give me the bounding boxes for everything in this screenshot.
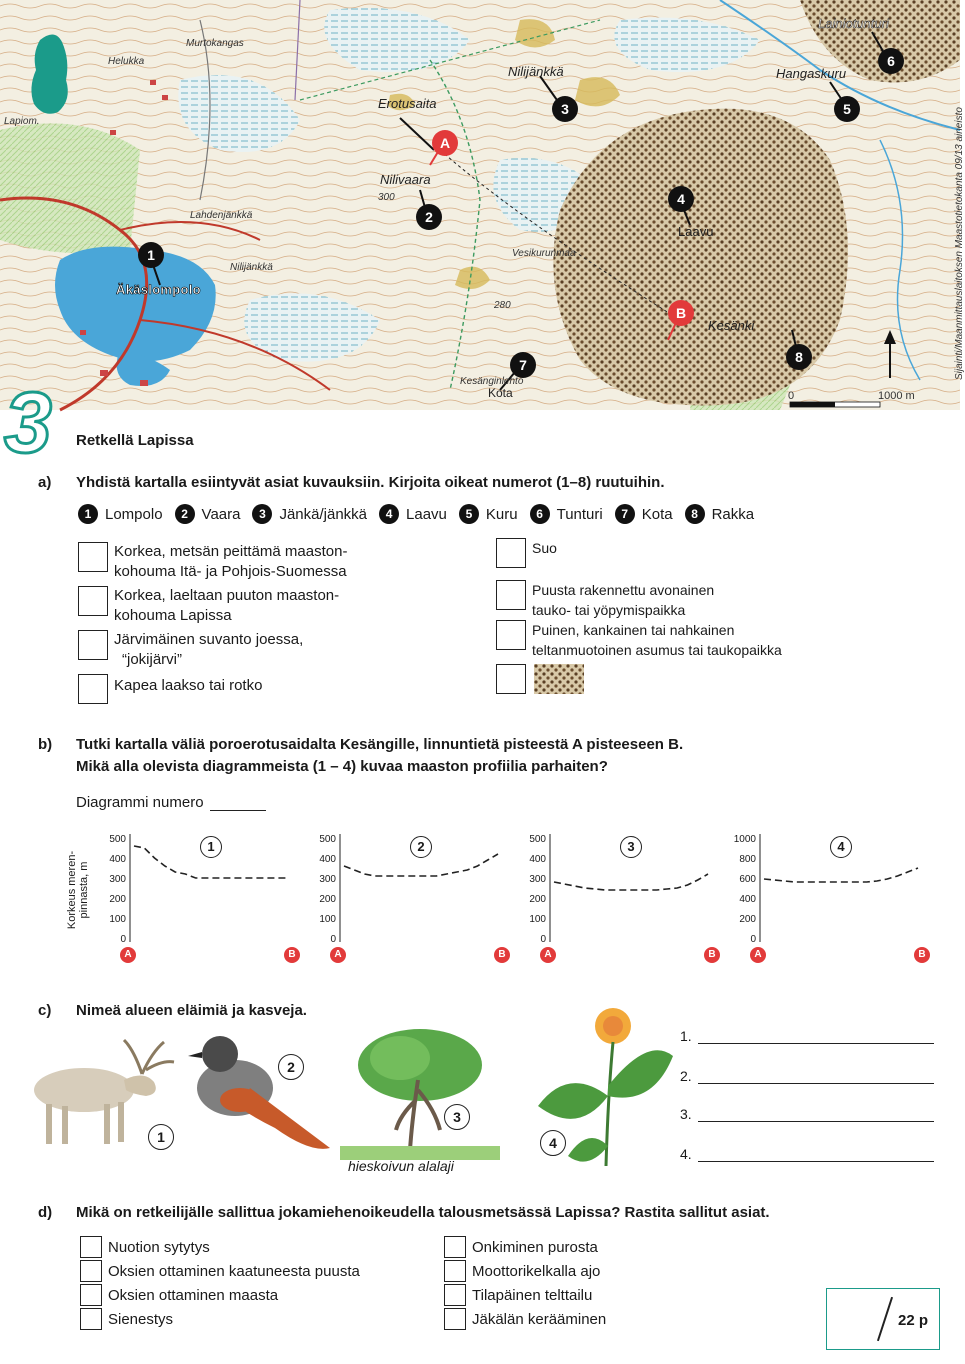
option-fallen-branches[interactable]: Oksien ottaminen kaatuneesta puusta — [80, 1260, 360, 1282]
point-b-label: B — [914, 947, 930, 963]
y-tick-label: 100 — [319, 914, 336, 925]
map-marker-1: 1 — [138, 242, 164, 268]
place-nilijankka-small: Nilijänkkä — [230, 262, 273, 273]
option-camping[interactable]: Tilapäinen telttailu — [444, 1284, 592, 1306]
map-marker-7: 7 — [510, 352, 536, 378]
legend-item: 3 Jänkä/jänkkä — [252, 504, 367, 524]
y-axis-title: Korkeus meren- pinnasta, m — [66, 850, 90, 930]
match-row-rakka — [496, 664, 584, 694]
answer-line-2[interactable]: 2. — [680, 1068, 934, 1084]
y-tick-label: 0 — [330, 934, 336, 945]
place-akaslompolo: Äkäslompolo — [116, 282, 201, 297]
y-tick-label: 400 — [109, 854, 126, 865]
legend-item: 6 Tunturi — [530, 504, 603, 524]
point-b-label: B — [494, 947, 510, 963]
profile-diagram-2 — [306, 832, 506, 962]
contour-label-280: 280 — [494, 300, 511, 311]
profile-line — [554, 874, 708, 890]
picture-number-1: 1 — [148, 1124, 174, 1150]
option-snowmobile[interactable]: Moottorikelkalla ajo — [444, 1260, 600, 1282]
map-marker-8: 8 — [786, 344, 812, 370]
y-tick-label: 500 — [319, 834, 336, 845]
match-row-tunturi: Korkea, laeltaan puuton maaston- kohouma Lapissa — [78, 586, 339, 626]
y-tick-label: 100 — [529, 914, 546, 925]
y-tick-label: 400 — [529, 854, 546, 865]
place-hangaskuru: Hangaskuru — [776, 66, 847, 81]
point-b-label: B — [284, 947, 300, 963]
marker-legend — [78, 504, 766, 524]
diagram-number: 2 — [410, 836, 432, 858]
y-tick-label: 400 — [739, 894, 756, 905]
point-a-label: A — [120, 947, 136, 963]
part-b-line2: Mikä alla olevista diagrammeista (1 – 4) kuvaa maaston profiilia parhaiten? — [76, 758, 608, 775]
place-erotusaita: Erotusaita — [378, 96, 437, 111]
place-kesanginlehto: Kesänginlehto — [460, 376, 524, 387]
part-c-instruction: Nimeä alueen eläimiä ja kasveja. — [76, 1002, 307, 1019]
option-ground-branches[interactable]: Oksien ottaminen maasta — [80, 1284, 278, 1306]
y-tick-label: 500 — [529, 834, 546, 845]
place-kesanki: Kesänki — [708, 318, 755, 333]
profile-diagram-1 — [96, 832, 296, 962]
y-tick-label: 200 — [739, 914, 756, 925]
answer-line-4[interactable]: 4. — [680, 1146, 934, 1162]
y-tick-label: 200 — [529, 894, 546, 905]
match-row-lompolo: Järvimäinen suvanto joessa, “jokijärvi” — [78, 630, 303, 670]
answer-line-3[interactable]: 3. — [680, 1106, 934, 1122]
y-tick-label: 0 — [540, 934, 546, 945]
place-lahdenjankka: Lahdenjänkkä — [190, 210, 253, 221]
checkbox[interactable] — [444, 1236, 466, 1258]
picture-number-3: 3 — [444, 1104, 470, 1130]
part-d-instruction: Mikä on retkeilijälle sallittua jokamiehenoikeudella talousmetsässä Lapissa? Rastita sallitut asiat. — [76, 1204, 770, 1221]
answer-box[interactable] — [496, 620, 526, 650]
rock-pattern-swatch — [534, 664, 584, 694]
checkbox[interactable] — [80, 1284, 102, 1306]
match-row-kuru: Kapea laakso tai rotko — [78, 674, 262, 704]
siberian-jay-illustration — [180, 1028, 340, 1158]
picture-number-2: 2 — [278, 1054, 304, 1080]
checkbox[interactable] — [80, 1236, 102, 1258]
option-campfire[interactable]: Nuotion sytytys — [80, 1236, 210, 1258]
topographic-map — [0, 0, 965, 410]
y-tick-label: 100 — [109, 914, 126, 925]
scale-start: 0 — [788, 390, 795, 402]
place-lainiotunturi: Lainiotunturi — [818, 16, 889, 31]
y-tick-label: 600 — [739, 874, 756, 885]
part-a-letter: a) — [38, 474, 52, 491]
checkbox[interactable] — [444, 1260, 466, 1282]
y-tick-label: 300 — [319, 874, 336, 885]
map-point-a: A — [432, 130, 458, 156]
diagram-number: 4 — [830, 836, 852, 858]
place-kota: Kota — [488, 386, 513, 400]
option-lichen[interactable]: Jäkälän kerääminen — [444, 1308, 606, 1330]
place-lapiom: Lapiom. — [4, 116, 40, 127]
map-marker-3: 3 — [552, 96, 578, 122]
diagram-answer-line[interactable] — [210, 797, 266, 811]
part-b-line1: Tutki kartalla väliä poroerotusaidalta Kesängille, linnuntietä pisteestä A pisteeseen B. — [76, 736, 684, 753]
y-tick-label: 0 — [750, 934, 756, 945]
part-c-letter: c) — [38, 1002, 52, 1019]
point-a-label: A — [540, 947, 556, 963]
option-mushrooms[interactable]: Sienestys — [80, 1308, 173, 1330]
tree-caption: hieskoivun alalaji — [348, 1158, 454, 1174]
section-title: Retkellä Lapissa — [76, 432, 194, 449]
legend-item: 4 Laavu — [379, 504, 447, 524]
map-point-b: B — [668, 300, 694, 326]
section-number: 3 — [4, 375, 52, 471]
legend-item: 8 Rakka — [685, 504, 755, 524]
legend-item: 7 Kota — [615, 504, 673, 524]
points-total: 22 p — [898, 1312, 929, 1329]
match-row-kota: Puinen, kankainen tai nahkainen teltanmuotoinen asumus tai taukopaikka — [496, 620, 782, 660]
dwarf-birch-illustration — [340, 1020, 500, 1160]
point-b-label: B — [704, 947, 720, 963]
answer-box[interactable] — [496, 580, 526, 610]
answer-box[interactable] — [78, 630, 108, 660]
scale-end: 1000 m — [878, 390, 915, 402]
legend-item: 2 Vaara — [175, 504, 241, 524]
diagram-answer-label: Diagrammi numero — [76, 794, 204, 811]
answer-box[interactable] — [78, 674, 108, 704]
point-a-label: A — [330, 947, 346, 963]
y-tick-label: 300 — [529, 874, 546, 885]
diagram-answer-row — [76, 794, 266, 811]
map-marker-4: 4 — [668, 186, 694, 212]
checkbox[interactable] — [80, 1308, 102, 1330]
y-tick-label: 200 — [319, 894, 336, 905]
map-credit: Sijainti/Maanmittauslaitoksen Maastotietokanta 09/13 aineisto — [954, 107, 965, 380]
answer-line-1[interactable]: 1. — [680, 1028, 934, 1044]
match-row-suo: Suo — [496, 538, 557, 568]
y-tick-label: 800 — [739, 854, 756, 865]
part-d-letter: d) — [38, 1204, 53, 1221]
match-row-vaara: Korkea, metsän peittämä maaston- kohouma Itä- ja Pohjois-Suomessa — [78, 542, 347, 582]
option-fishing[interactable]: Onkiminen purosta — [444, 1236, 598, 1258]
place-murtokangas: Murtokangas — [186, 38, 244, 49]
legend-item: 1 Lompolo — [78, 504, 163, 524]
profile-diagram-4 — [726, 832, 926, 962]
point-a-label: A — [750, 947, 766, 963]
match-row-laavu: Puusta rakennettu avonainen tauko- tai yöpymispaikka — [496, 580, 714, 620]
picture-number-4: 4 — [540, 1130, 566, 1156]
place-vesikurunmaa: Vesikurunmaa — [512, 248, 576, 259]
checkbox[interactable] — [444, 1308, 466, 1330]
y-tick-label: 400 — [319, 854, 336, 865]
checkbox[interactable] — [80, 1260, 102, 1282]
y-tick-label: 500 — [109, 834, 126, 845]
y-tick-label: 1000 — [733, 834, 756, 845]
place-nilijankka: Nilijänkkä — [508, 64, 564, 79]
legend-item: 5 Kuru — [459, 504, 518, 524]
answer-box[interactable] — [78, 586, 108, 616]
answer-box[interactable] — [78, 542, 108, 572]
answer-box[interactable] — [496, 538, 526, 568]
y-tick-label: 200 — [109, 894, 126, 905]
place-laavu: Laavu — [678, 224, 714, 239]
map-marker-5: 5 — [834, 96, 860, 122]
map-marker-2: 2 — [416, 204, 442, 230]
answer-box[interactable] — [496, 664, 526, 694]
place-helukka: Helukka — [108, 56, 145, 67]
part-a-instruction: Yhdistä kartalla esiintyvät asiat kuvauksiin. Kirjoita oikeat numerot (1–8) ruutuihin. — [76, 474, 665, 491]
diagram-number: 1 — [200, 836, 222, 858]
diagram-number: 3 — [620, 836, 642, 858]
profile-line — [764, 868, 918, 882]
place-nilivaara: Nilivaara — [380, 172, 431, 187]
map-marker-6: 6 — [878, 48, 904, 74]
part-b-letter: b) — [38, 736, 53, 753]
contour-label-300: 300 — [378, 192, 395, 203]
y-tick-label: 300 — [109, 874, 126, 885]
y-tick-label: 0 — [120, 934, 126, 945]
profile-diagram-3 — [516, 832, 716, 962]
checkbox[interactable] — [444, 1284, 466, 1306]
